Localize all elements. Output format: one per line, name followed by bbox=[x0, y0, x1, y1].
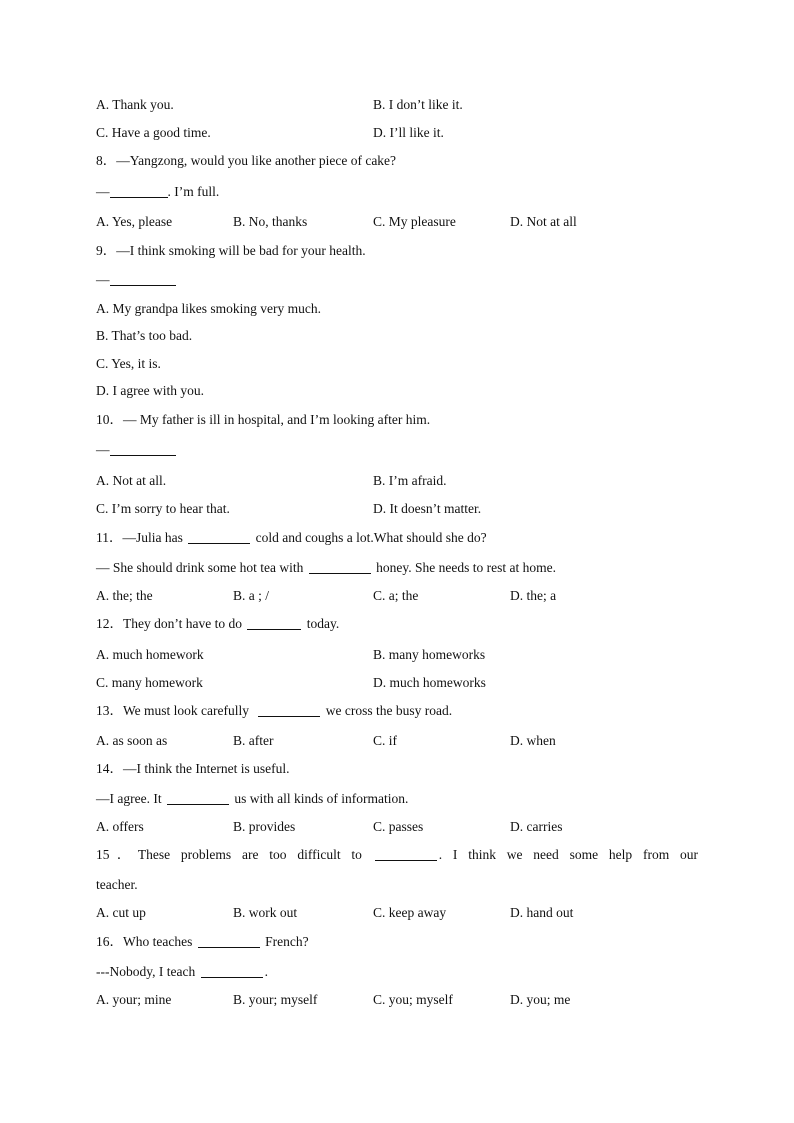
q10-options-row1 bbox=[96, 471, 698, 491]
q10-reply-dash: — bbox=[96, 442, 110, 457]
q12-stem-a: They don’t have to do bbox=[123, 616, 242, 631]
q16-option-c: C. you; myself bbox=[373, 992, 453, 1007]
q13-options bbox=[96, 731, 698, 751]
q16-reply-b: . bbox=[264, 964, 268, 979]
q11-option-a: A. the; the bbox=[96, 588, 153, 603]
q10-stem bbox=[96, 410, 698, 430]
q11-options bbox=[96, 586, 698, 606]
q12-option-d: D. much homeworks bbox=[373, 675, 486, 690]
q10-option-a: A. Not at all. bbox=[96, 473, 167, 488]
q15-option-b: B. work out bbox=[233, 905, 298, 920]
q16-option-b: B. your; myself bbox=[233, 992, 318, 1007]
q16-option-a: A. your; mine bbox=[96, 992, 172, 1007]
q9-option-a: A. My grandpa likes smoking very much. bbox=[96, 301, 321, 316]
q9-number: 9． bbox=[96, 243, 117, 258]
q14-option-c: C. passes bbox=[373, 819, 424, 834]
q13-option-d: D. when bbox=[510, 733, 556, 748]
q12-option-a: A. much homework bbox=[96, 647, 204, 662]
q8-option-c: C. My pleasure bbox=[373, 214, 456, 229]
q9-option-b: B. That’s too bad. bbox=[96, 328, 193, 343]
q14-stem bbox=[96, 759, 698, 779]
q14-option-b: B. provides bbox=[233, 819, 296, 834]
q9-blank bbox=[110, 271, 176, 286]
q15-option-c: C. keep away bbox=[373, 905, 447, 920]
q10-reply bbox=[96, 440, 698, 460]
q11-reply bbox=[96, 558, 698, 578]
q14-number: 14． bbox=[96, 761, 123, 776]
q8-options bbox=[96, 212, 698, 232]
q10-stem-text: — My father is ill in hospital, and I’m looking after him. bbox=[123, 412, 431, 427]
q7-option-a: A. Thank you. bbox=[96, 97, 174, 112]
q15-number: 15． bbox=[96, 847, 138, 862]
q13-option-b: B. after bbox=[233, 733, 274, 748]
q13-blank bbox=[258, 702, 320, 717]
q15-option-d: D. hand out bbox=[510, 905, 574, 920]
q14-options bbox=[96, 817, 698, 837]
q12-blank bbox=[247, 615, 301, 630]
q8-number: 8． bbox=[96, 153, 117, 168]
q8-reply bbox=[96, 182, 698, 202]
q13-stem-a: We must look carefully bbox=[123, 703, 250, 718]
q9-option-c: C. Yes, it is. bbox=[96, 356, 161, 371]
q12-option-b: B. many homeworks bbox=[373, 647, 486, 662]
q12-stem-b: today. bbox=[306, 616, 340, 631]
q11-number: 11． bbox=[96, 530, 123, 545]
q14-option-d: D. carries bbox=[510, 819, 563, 834]
q7-options-row1 bbox=[96, 95, 698, 115]
q9-stem-text: —I think smoking will be bad for your health. bbox=[116, 243, 366, 258]
q8-stem bbox=[96, 151, 698, 171]
q13-stem-b: we cross the busy road. bbox=[325, 703, 453, 718]
q15-stem-b: . I think we need some help from our bbox=[438, 847, 699, 862]
q10-options-row2 bbox=[96, 499, 698, 519]
q11-reply-b: honey. She needs to rest at home. bbox=[376, 560, 556, 575]
q10-option-c: C. I’m sorry to hear that. bbox=[96, 501, 230, 516]
q14-reply-b: us with all kinds of information. bbox=[234, 791, 409, 806]
q11-option-d: D. the; a bbox=[510, 588, 557, 603]
q15-stem bbox=[96, 845, 698, 865]
q15-stem-a: These problems are too difficult to bbox=[137, 847, 362, 862]
q15-stem-c: teacher. bbox=[96, 877, 138, 892]
q16-reply-a: ---Nobody, I teach bbox=[96, 964, 196, 979]
q11-stem bbox=[96, 528, 698, 548]
q8-stem-text: —Yangzong, would you like another piece of cake? bbox=[116, 153, 397, 168]
q15-options bbox=[96, 903, 698, 923]
q9-reply-dash: — bbox=[96, 272, 110, 287]
q9-reply bbox=[96, 270, 698, 290]
q13-option-c: C. if bbox=[373, 733, 398, 748]
q16-blank-1 bbox=[198, 933, 260, 948]
q12-options-row1 bbox=[96, 645, 698, 665]
q8-option-a: A. Yes, please bbox=[96, 214, 173, 229]
q13-number: 13． bbox=[96, 703, 123, 718]
q12-option-c: C. many homework bbox=[96, 675, 203, 690]
q14-stem-text: —I think the Internet is useful. bbox=[123, 761, 290, 776]
q14-blank bbox=[167, 790, 229, 805]
q12-number: 12． bbox=[96, 616, 123, 631]
q12-options-row2 bbox=[96, 673, 698, 693]
q11-stem-a: —Julia has bbox=[122, 530, 183, 545]
q11-stem-b: cold and coughs a lot.What should she do? bbox=[255, 530, 487, 545]
q9-option-d: D. I agree with you. bbox=[96, 383, 204, 398]
q16-stem bbox=[96, 932, 698, 952]
q13-option-a: A. as soon as bbox=[96, 733, 168, 748]
q10-number: 10． bbox=[96, 412, 123, 427]
q11-blank-2 bbox=[309, 559, 371, 574]
q14-option-a: A. offers bbox=[96, 819, 144, 834]
q13-stem bbox=[96, 701, 698, 721]
q7-options-row2 bbox=[96, 123, 698, 143]
q10-option-b: B. I’m afraid. bbox=[373, 473, 447, 488]
q11-reply-a: — She should drink some hot tea with bbox=[96, 560, 304, 575]
q7-option-d: D. I’ll like it. bbox=[373, 125, 444, 140]
q10-option-d: D. It doesn’t matter. bbox=[373, 501, 482, 516]
q16-number: 16． bbox=[96, 934, 123, 949]
q11-blank-1 bbox=[188, 529, 250, 544]
q8-reply-suffix: . I’m full. bbox=[167, 184, 220, 199]
q8-reply-dash: — bbox=[96, 184, 110, 199]
q14-reply bbox=[96, 789, 698, 809]
q10-blank bbox=[110, 441, 176, 456]
q8-option-b: B. No, thanks bbox=[233, 214, 308, 229]
q9-stem bbox=[96, 241, 698, 261]
q15-blank bbox=[375, 846, 437, 861]
q7-option-c: C. Have a good time. bbox=[96, 125, 211, 140]
q12-stem bbox=[96, 614, 698, 634]
q8-option-d: D. Not at all bbox=[510, 214, 577, 229]
q15-option-a: A. cut up bbox=[96, 905, 146, 920]
q16-stem-a: Who teaches bbox=[123, 934, 193, 949]
q16-option-d: D. you; me bbox=[510, 992, 571, 1007]
q14-reply-a: —I agree. It bbox=[96, 791, 162, 806]
q16-reply bbox=[96, 962, 698, 982]
q7-option-b: B. I don’t like it. bbox=[373, 97, 463, 112]
q11-option-b: B. a ; / bbox=[233, 588, 269, 603]
q16-options bbox=[96, 990, 698, 1010]
q8-blank bbox=[110, 183, 168, 198]
q16-stem-b: French? bbox=[265, 934, 309, 949]
q16-blank-2 bbox=[201, 963, 263, 978]
q11-option-c: C. a; the bbox=[373, 588, 419, 603]
